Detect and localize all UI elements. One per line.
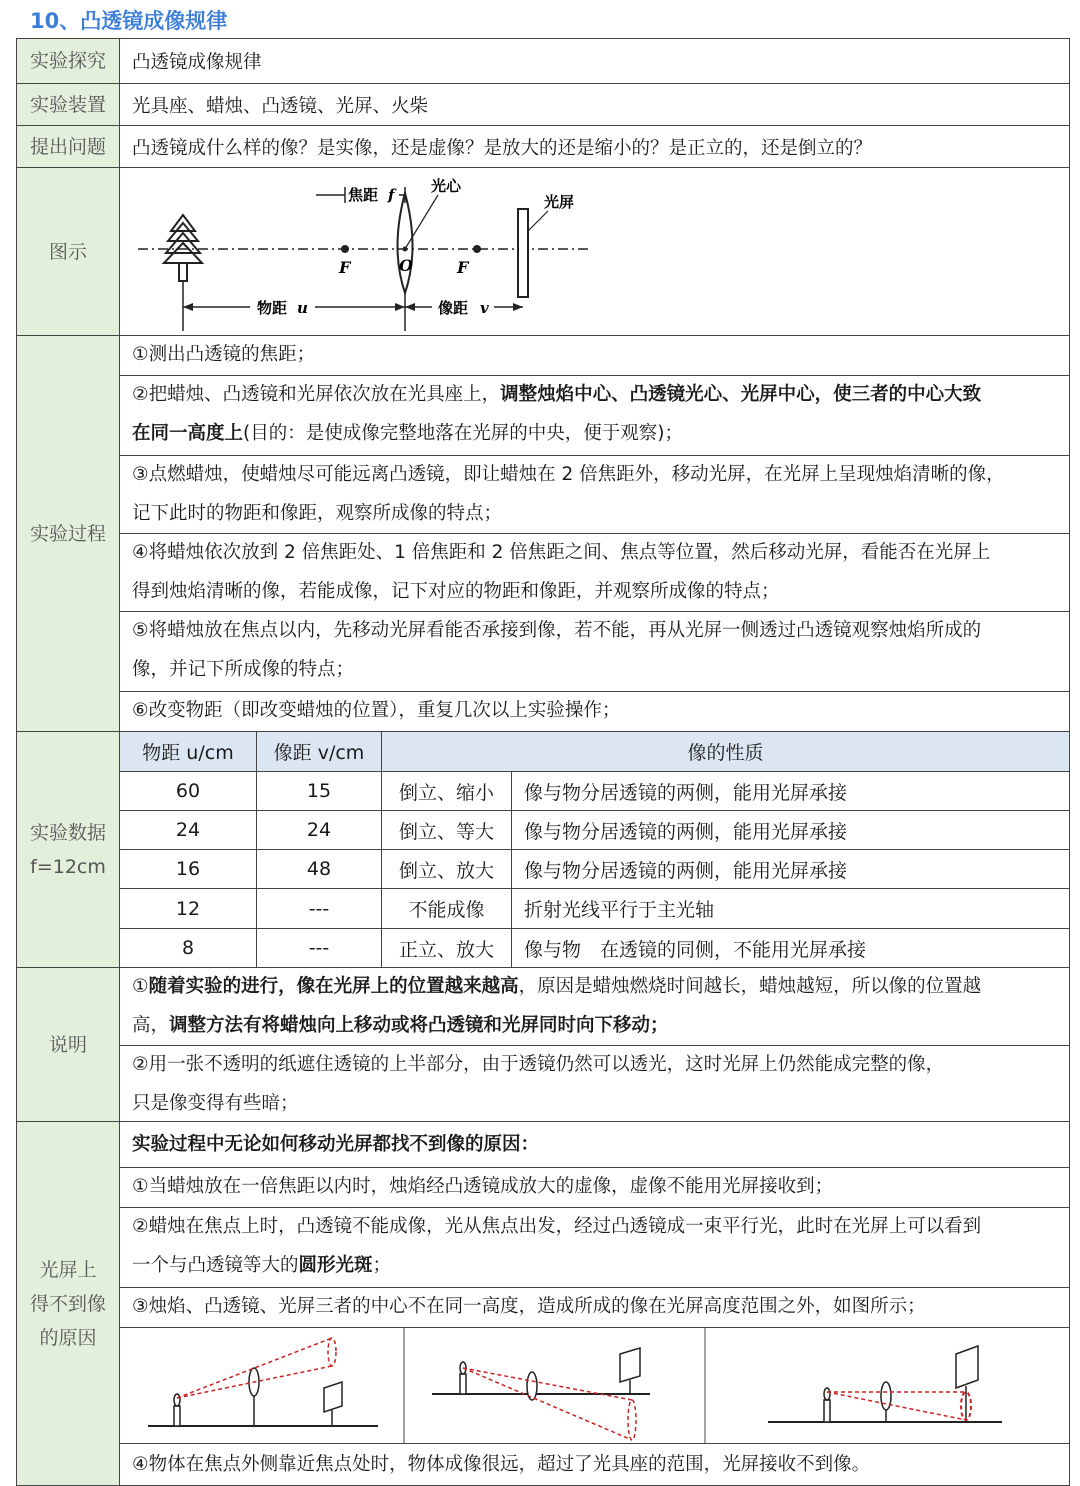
reason-3: ③烛焰、凸透镜、光屏三者的中心不在同一高度，造成所成的像在光屏高度范围之外，如图所示； xyxy=(120,1288,1070,1328)
row-label-explore: 实验探究 xyxy=(16,38,120,84)
note-1: ①随着实验的进行，像在光屏上的位置越来越高，原因是蜡烛燃烧时间越长，蜡烛越短，所以像的位置越 高，调整方法有将蜡烛向上移动或将凸透镜和光屏同时向下移动； xyxy=(120,968,1070,1046)
table-cell: 像与物分居透镜的两侧，能用光屏承接 xyxy=(512,811,1070,850)
data-label-line1: 实验数据 xyxy=(29,821,106,844)
process-step-2: ②把蜡烛、凸透镜和光屏依次放在光具座上，调整烛焰中心、凸透镜光心、光屏中心，使三者的中心大致 在同一高度上(目的：是使成像完整地落在光屏的中央，便于观察)； xyxy=(120,376,1070,456)
table-cell: 不能成像 xyxy=(382,889,512,929)
reasons-label-line1: 光屏上 xyxy=(39,1258,97,1281)
data-label-line2: f=12cm xyxy=(30,855,106,878)
object-distance-label: 物距 xyxy=(257,298,288,317)
table-cell: 像与物分居透镜的两侧，能用光屏承接 xyxy=(512,850,1070,889)
candle-figure xyxy=(164,215,202,331)
table-cell: 12 xyxy=(120,889,257,929)
image-distance-label: 像距 xyxy=(438,298,469,317)
reason-1: ①当蜡烛放在一倍焦距以内时，烛焰经凸透镜成放大的虚像，虚像不能用光屏接收到； xyxy=(120,1168,1070,1208)
convex-lens-shape xyxy=(398,193,413,293)
screen-shape xyxy=(518,209,528,297)
table-cell: 折射光线平行于主光轴 xyxy=(512,889,1070,929)
focal-length-label: 焦距 xyxy=(348,185,379,204)
table-cell: 24 xyxy=(120,811,257,850)
process-step-4: ④将蜡烛依次放到 2 倍焦距处、1 倍焦距和 2 倍焦距之间、焦点等位置，然后移动光屏，看能否在光屏上 得到烛焰清晰的像，若能成像，记下对应的物距和像距，并观察所成像的特点； xyxy=(120,534,1070,612)
table-cell: 15 xyxy=(257,772,382,811)
table-header-v: 像距 v/cm xyxy=(257,732,382,772)
process-step-1: ①测出凸透镜的焦距； xyxy=(120,336,1070,376)
table-cell: 像与物分居透镜的两侧，能用光屏承接 xyxy=(512,772,1070,811)
note-2: ②用一张不透明的纸遮住透镜的上半部分，由于透镜仍然可以透光，这时光屏上仍然能成完整的像， 只是像变得有些暗； xyxy=(120,1046,1070,1122)
reason-2: ②蜡烛在焦点上时，凸透镜不能成像，光从焦点出发，经过凸透镜成一束平行光，此时在光屏上可以看到 一个与凸透镜等大的圆形光斑； xyxy=(120,1208,1070,1288)
row-value-question: 凸透镜成什么样的像？是实像，还是虚像？是放大的还是缩小的？是正立的，还是倒立的？ xyxy=(120,126,1070,168)
process-step-5: ⑤将蜡烛放在焦点以内，先移动光屏看能否承接到像，若不能，再从光屏一侧透过凸透镜观察烛焰所成的 像，并记下所成像的特点； xyxy=(120,612,1070,692)
label-f-left: F xyxy=(339,257,351,277)
table-cell: 60 xyxy=(120,772,257,811)
table-cell: 像与物 在透镜的同侧，不能用光屏承接 xyxy=(512,929,1070,968)
figure-candle-low xyxy=(148,1338,378,1426)
reasons-heading: 实验过程中无论如何移动光屏都找不到像的原因： xyxy=(120,1122,1070,1168)
lens-diagram xyxy=(120,168,1070,336)
row-label-process: 实验过程 xyxy=(16,336,120,732)
screen-label: 光屏 xyxy=(544,192,575,211)
table-cell: 16 xyxy=(120,850,257,889)
table-cell: --- xyxy=(257,889,382,929)
figure-screen-offset xyxy=(768,1346,1002,1422)
lens-diagram-svg xyxy=(120,169,1069,335)
table-cell: 24 xyxy=(257,811,382,850)
figure-screen-high xyxy=(432,1348,650,1440)
reasons-label-line3: 的原因 xyxy=(39,1326,97,1349)
process-step-6: ⑥改变物距（即改变蜡烛的位置），重复几次以上实验操作； xyxy=(120,692,1070,732)
reasons-label-line2: 得不到像 xyxy=(29,1292,106,1315)
focal-length-symbol: f xyxy=(388,185,395,204)
row-label-notes: 说明 xyxy=(16,968,120,1122)
row-label-data xyxy=(16,732,120,968)
row-label-reasons xyxy=(16,1122,120,1486)
row-label-apparatus: 实验装置 xyxy=(16,84,120,126)
table-cell: --- xyxy=(257,929,382,968)
table-cell: 48 xyxy=(257,850,382,889)
table-cell: 正立、放大 xyxy=(382,929,512,968)
row-value-explore: 凸透镜成像规律 xyxy=(120,38,1070,84)
row-label-diagram: 图示 xyxy=(16,168,120,336)
table-cell: 8 xyxy=(120,929,257,968)
reason-4: ④物体在焦点外侧靠近焦点处时，物体成像很远，超过了光具座的范围，光屏接收不到像。 xyxy=(120,1444,1070,1486)
label-o: O xyxy=(399,255,413,275)
optical-center-label: 光心 xyxy=(431,176,462,195)
image-distance-symbol: v xyxy=(480,298,489,317)
table-cell: 倒立、等大 xyxy=(382,811,512,850)
row-value-apparatus: 光具座、蜡烛、凸透镜、光屏、火柴 xyxy=(120,84,1070,126)
object-distance-symbol: u xyxy=(297,298,308,317)
process-step-3: ③点燃蜡烛，使蜡烛尽可能远离凸透镜，即让蜡烛在 2 倍焦距外，移动光屏，在光屏上呈现烛焰清晰的像， 记下此时的物距和像距，观察所成像的特点； xyxy=(120,456,1070,534)
misalignment-figures xyxy=(120,1328,1070,1444)
section-title: 10、凸透镜成像规律 xyxy=(30,9,228,33)
table-header-nature: 像的性质 xyxy=(382,732,1070,772)
table-header-u: 物距 u/cm xyxy=(120,732,257,772)
table-cell: 倒立、放大 xyxy=(382,850,512,889)
row-label-question: 提出问题 xyxy=(16,126,120,168)
label-f-right: F xyxy=(457,257,469,277)
table-cell: 倒立、缩小 xyxy=(382,772,512,811)
